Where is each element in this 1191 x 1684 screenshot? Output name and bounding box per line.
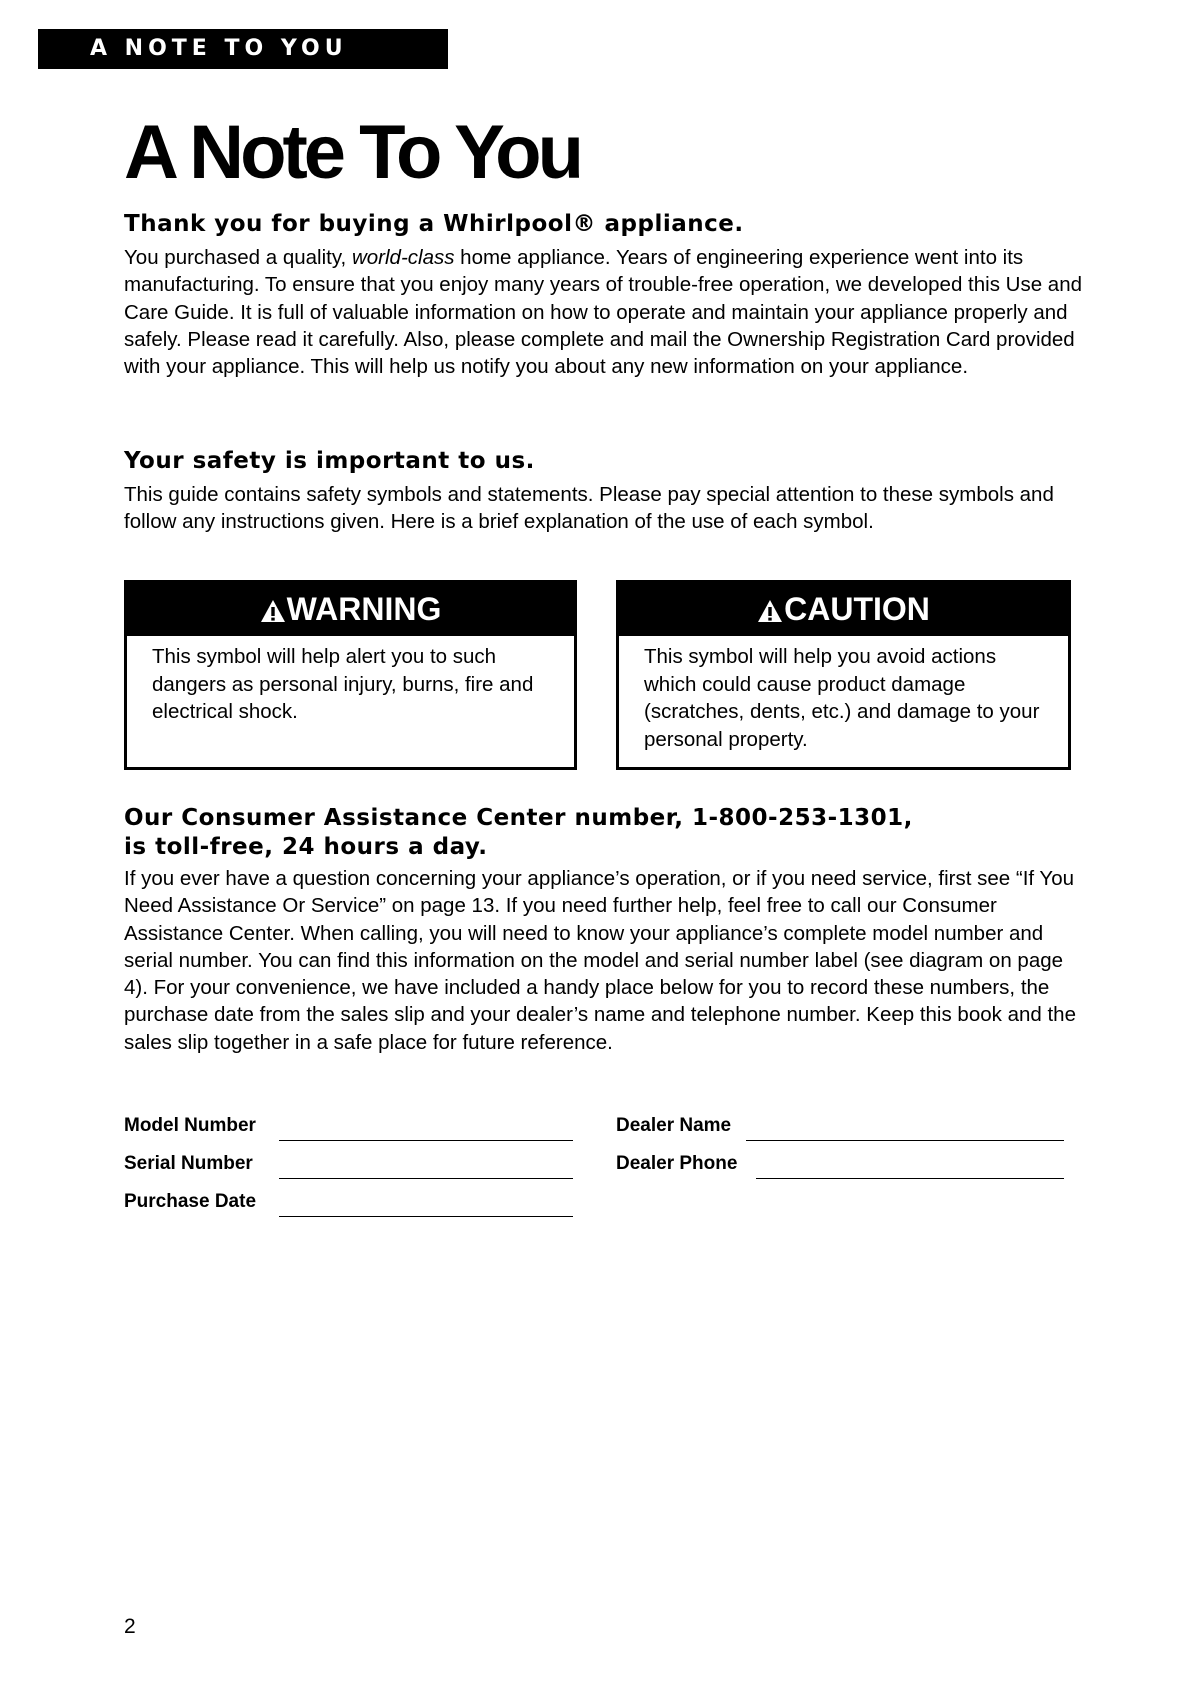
- intro-paragraph: [124, 244, 1084, 380]
- purchase-date-line[interactable]: [279, 1216, 573, 1217]
- warning-box: [124, 580, 577, 770]
- warning-header: [127, 583, 574, 636]
- caution-text: This symbol will help you avoid actions which could cause product damage (scratches, dents, etc.) and damage to your personal property.: [644, 645, 1040, 751]
- caution-label: CAUTION: [784, 591, 930, 627]
- serial-number-label: Serial Number: [124, 1153, 253, 1174]
- dealer-phone-line[interactable]: [756, 1178, 1064, 1179]
- intro-text-start: You purchased a quality,: [124, 246, 352, 269]
- warning-text: This symbol will help alert you to such dangers as personal injury, burns, fire and electrical shock.: [152, 645, 534, 723]
- intro-heading: Thank you for buying a Whirlpool® appliance.: [124, 211, 744, 237]
- purchase-date-field[interactable]: [124, 1191, 574, 1217]
- serial-number-field[interactable]: [124, 1153, 574, 1179]
- warning-label: WARNING: [286, 591, 442, 627]
- caution-header: [619, 583, 1068, 636]
- section-tab: A NOTE TO YOU: [38, 29, 448, 69]
- dealer-name-field[interactable]: [616, 1115, 1066, 1141]
- intro-text-rest: home appliance. Years of engineering experience went into its manufacturing. To ensure that you enjoy many years of trouble-free operation, we developed this Use and Care Guide. It is full of valuable information on how to operate and maintain your appliance properly and safely. Please read it carefully. Also, please complete and mail the Ownership Registration Card provided with your appliance. This will help us notify you about any new information on your appliance.: [124, 246, 1082, 379]
- assistance-heading-line1: Our Consumer Assistance Center number, 1-800-253-1301,: [124, 805, 913, 831]
- assistance-paragraph: If you ever have a question concerning your appliance’s operation, or if you need service, first see “If You Need Assistance Or Service” on page 13. If you need further help, feel free to call our Consumer Assistance Center. When calling, you will need to know your appliance’s complete model number and serial number. You can find this information on the model and serial number label (see diagram on page 4). For your convenience, we have included a handy place below for you to record these numbers, the purchase date from the sales slip and your dealer’s name and telephone number. Keep this book and the sales slip together in a safe place for future reference.: [124, 867, 1076, 1054]
- dealer-name-line[interactable]: [746, 1140, 1064, 1141]
- model-number-line[interactable]: [279, 1140, 573, 1141]
- warning-triangle-icon: [260, 599, 286, 623]
- intro-emphasis: world-class: [351, 246, 455, 269]
- dealer-phone-label: Dealer Phone: [616, 1153, 738, 1174]
- caution-triangle-icon: [757, 599, 783, 623]
- dealer-name-label: Dealer Name: [616, 1115, 732, 1136]
- serial-number-line[interactable]: [279, 1178, 573, 1179]
- page-number: 2: [124, 1615, 136, 1638]
- page-title: A Note To You: [124, 110, 581, 195]
- dealer-phone-field[interactable]: [616, 1153, 1066, 1179]
- safety-paragraph: This guide contains safety symbols and statements. Please pay special attention to these symbols and follow any instructions given. Here is a brief explanation of the use of each symbol.: [124, 483, 1054, 534]
- purchase-date-label: Purchase Date: [124, 1191, 257, 1212]
- safety-heading: Your safety is important to us.: [124, 448, 535, 474]
- model-number-field[interactable]: [124, 1115, 574, 1141]
- assistance-heading-line2: is toll-free, 24 hours a day.: [124, 834, 488, 860]
- model-number-label: Model Number: [124, 1115, 256, 1136]
- caution-box: [616, 580, 1071, 770]
